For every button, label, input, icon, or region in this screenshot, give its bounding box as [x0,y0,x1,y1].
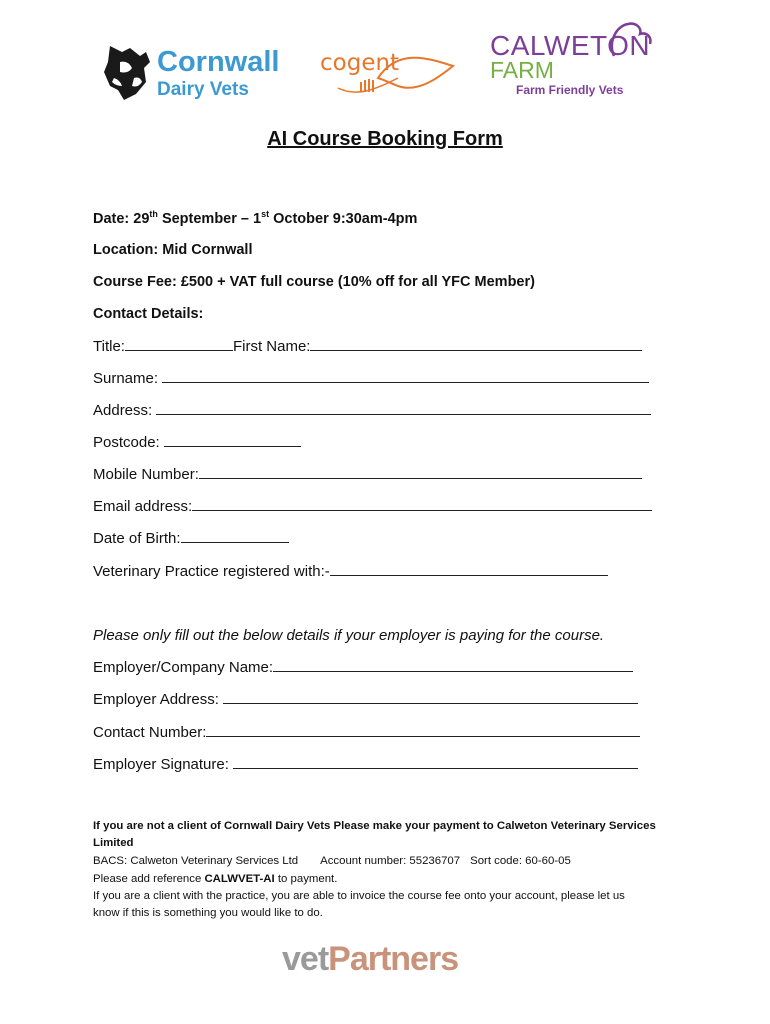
employer-contact-label: Contact Number: [93,724,207,741]
dob-label: Date of Birth: [93,530,181,547]
address-field-row [93,402,651,419]
mobile-field-row [93,466,642,483]
vet-practice-field-row [93,563,608,580]
surname-field[interactable] [162,370,649,383]
title-field[interactable] [125,338,233,351]
title-field-row [93,338,642,355]
calweton-farm-logo [488,20,663,100]
cornwall-logo-line1: Cornwall [157,46,280,78]
employer-address-row [93,691,638,708]
vetpartners-logo-partners: Partners [328,940,459,978]
calweton-logo-tagline: Farm Friendly Vets [516,83,624,97]
employer-signature-label: Employer Signature: [93,756,234,773]
vetpartners-logo-vet: vet [282,940,329,978]
bacs-details: BACS: Calweton Veterinary Services Ltd Account number: 55236707 Sort code: 60-60-05 [93,855,571,867]
surname-field-row [93,370,649,387]
postcode-field[interactable] [164,434,301,447]
course-location: Location: Mid Cornwall [93,242,253,258]
client-invoice-line1: If you are a client with the practice, you are able to invoice the course fee onto your account, please let us [93,890,625,902]
employer-signature-field[interactable] [233,756,638,769]
employer-contact-row [93,724,640,741]
employer-company-row [93,659,633,676]
cogent-logo-text: cogent [320,50,400,76]
calweton-logo-line2: FARM [490,57,554,83]
mobile-field[interactable] [199,466,642,479]
payment-reference: Please add reference CALWVET-AI to payment. [93,873,338,885]
vetpartners-logo [282,940,458,979]
employer-company-label: Employer/Company Name: [93,659,274,676]
client-invoice-line2: know if this is something you would like to do. [93,907,323,919]
page-title: AI Course Booking Form [267,128,503,150]
course-fee: Course Fee: £500 + VAT full course (10% off for all YFC Member) [93,274,535,290]
employer-address-field[interactable] [223,691,638,704]
surname-label: Surname: [93,370,163,387]
postcode-field-row [93,434,301,451]
email-label: Email address: [93,498,193,515]
contact-details-heading: Contact Details: [93,306,204,322]
email-field-row [93,498,652,515]
calweton-logo-line1: CALWETON [490,30,651,61]
dob-field[interactable] [181,530,289,543]
address-field[interactable] [156,402,651,415]
address-label: Address: [93,402,157,419]
first-name-field[interactable] [310,338,642,351]
cow-icon [100,42,152,102]
payment-instruction-line1: If you are not a client of Cornwall Dairy Vets Please make your payment to Calweton Veterinary Services [93,820,656,832]
mobile-label: Mobile Number: [93,466,199,483]
cogent-logo [318,48,463,103]
employer-contact-field[interactable] [206,724,640,737]
employer-address-label: Employer Address: [93,691,224,708]
employer-company-field[interactable] [273,659,633,672]
payment-instruction-line2: Limited [93,837,134,849]
first-name-label: First Name: [232,338,311,355]
email-field[interactable] [192,498,652,511]
title-label: Title: [93,338,125,355]
course-date: Date: 29th September – 1st October 9:30am-4pm [93,209,418,227]
dob-field-row [93,530,289,547]
employer-note: Please only fill out the below details if your employer is paying for the course. [93,627,605,644]
vet-practice-label: Veterinary Practice registered with:- [93,563,330,580]
vet-practice-field[interactable] [330,563,608,576]
employer-signature-row [93,756,638,773]
cornwall-logo-line2: Dairy Vets [157,79,249,100]
cornwall-dairy-vets-logo [100,40,305,105]
postcode-label: Postcode: [93,434,164,451]
